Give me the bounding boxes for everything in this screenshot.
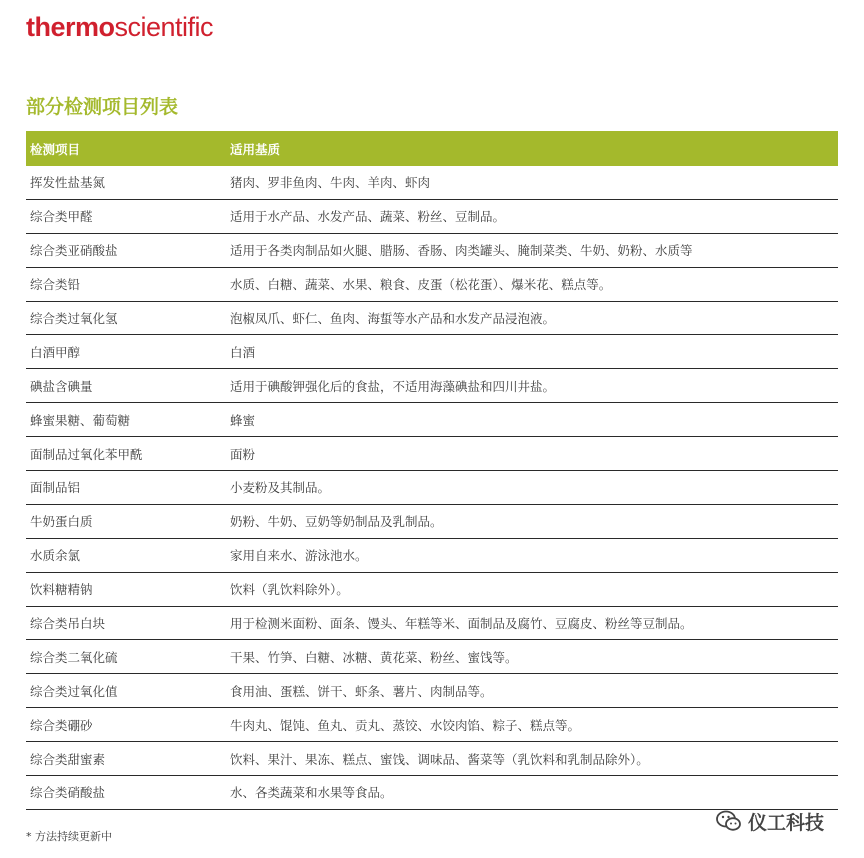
matrix-cell: 面粉 <box>230 437 838 471</box>
table-row <box>26 369 838 403</box>
test-item-cell: 综合类吊白块 <box>26 606 230 640</box>
matrix-cell: 水质、白糖、蔬菜、水果、粮食、皮蛋（松花蛋）、爆米花、糕点等。 <box>230 267 838 301</box>
matrix-cell: 奶粉、牛奶、豆奶等奶制品及乳制品。 <box>230 504 838 538</box>
matrix-cell: 适用于水产品、水发产品、蔬菜、粉丝、豆制品。 <box>230 199 838 233</box>
header-test-item: 检测项目 <box>26 131 230 166</box>
test-item-cell: 综合类甲醛 <box>26 199 230 233</box>
table-row <box>26 267 838 301</box>
table-row <box>26 233 838 267</box>
table-header-row <box>26 131 838 166</box>
test-item-cell: 白酒甲醇 <box>26 335 230 369</box>
thermo-scientific-logo <box>26 10 213 44</box>
table-row <box>26 572 838 606</box>
table-row <box>26 776 838 810</box>
test-item-cell: 综合类铅 <box>26 267 230 301</box>
section-title: 部分检测项目列表 <box>26 96 179 118</box>
table-row <box>26 640 838 674</box>
matrix-cell: 饮料（乳饮料除外）。 <box>230 572 838 606</box>
table-row <box>26 606 838 640</box>
test-item-cell: 综合类硝酸盐 <box>26 776 230 810</box>
test-item-cell: 综合类过氧化氢 <box>26 301 230 335</box>
table-row <box>26 199 838 233</box>
table-row <box>26 335 838 369</box>
table-row <box>26 708 838 742</box>
test-item-cell: 面制品铝 <box>26 471 230 505</box>
matrix-cell: 适用于碘酸钾强化后的食盐，不适用海藻碘盐和四川井盐。 <box>230 369 838 403</box>
matrix-cell: 食用油、蛋糕、饼干、虾条、薯片、肉制品等。 <box>230 674 838 708</box>
table-row <box>26 674 838 708</box>
matrix-cell: 牛肉丸、馄饨、鱼丸、贡丸、蒸饺、水饺肉馅、粽子、糕点等。 <box>230 708 838 742</box>
test-item-cell: 碘盐含碘量 <box>26 369 230 403</box>
test-item-cell: 综合类亚硝酸盐 <box>26 233 230 267</box>
logo-scientific: scientific <box>114 12 214 42</box>
matrix-cell: 水、各类蔬菜和水果等食品。 <box>230 776 838 810</box>
matrix-cell: 用于检测米面粉、面条、馒头、年糕等米、面制品及腐竹、豆腐皮、粉丝等豆制品。 <box>230 606 838 640</box>
header-applicable-matrix: 适用基质 <box>230 131 838 166</box>
wechat-icon <box>714 806 744 836</box>
matrix-cell: 白酒 <box>230 335 838 369</box>
table-header <box>26 131 838 166</box>
table-row <box>26 437 838 471</box>
matrix-cell: 干果、竹笋、白糖、冰糖、黄花菜、粉丝、蜜饯等。 <box>230 640 838 674</box>
footnote: * 方法持续更新中 <box>26 830 112 843</box>
table-row <box>26 301 838 335</box>
matrix-cell: 适用于各类肉制品如火腿、腊肠、香肠、肉类罐头、腌制菜类、牛奶、奶粉、水质等 <box>230 233 838 267</box>
table-row <box>26 504 838 538</box>
test-item-cell: 蜂蜜果糖、葡萄糖 <box>26 403 230 437</box>
test-item-cell: 水质余氯 <box>26 538 230 572</box>
test-item-cell: 综合类二氧化硫 <box>26 640 230 674</box>
matrix-cell: 蜂蜜 <box>230 403 838 437</box>
table-row <box>26 403 838 437</box>
matrix-cell: 猪肉、罗非鱼肉、牛肉、羊肉、虾肉 <box>230 166 838 199</box>
table-row <box>26 166 838 199</box>
table-row <box>26 742 838 776</box>
test-item-cell: 牛奶蛋白质 <box>26 504 230 538</box>
watermark <box>714 806 824 836</box>
test-item-cell: 饮料糖精钠 <box>26 572 230 606</box>
test-item-cell: 综合类甜蜜素 <box>26 742 230 776</box>
test-item-cell: 挥发性盐基氮 <box>26 166 230 199</box>
test-item-cell: 综合类硼砂 <box>26 708 230 742</box>
table-body <box>26 166 838 809</box>
test-item-cell: 面制品过氧化苯甲酰 <box>26 437 230 471</box>
logo-thermo: thermo <box>26 12 115 42</box>
table-row <box>26 538 838 572</box>
watermark-text: 仪工科技 <box>748 811 825 834</box>
matrix-cell: 饮料、果汁、果冻、糕点、蜜饯、调味品、酱菜等（乳饮料和乳制品除外）。 <box>230 742 838 776</box>
test-item-cell: 综合类过氧化值 <box>26 674 230 708</box>
matrix-cell: 泡椒凤爪、虾仁、鱼肉、海蜇等水产品和水发产品浸泡液。 <box>230 301 838 335</box>
test-items-table <box>26 131 838 810</box>
matrix-cell: 家用自来水、游泳池水。 <box>230 538 838 572</box>
matrix-cell: 小麦粉及其制品。 <box>230 471 838 505</box>
table-row <box>26 471 838 505</box>
